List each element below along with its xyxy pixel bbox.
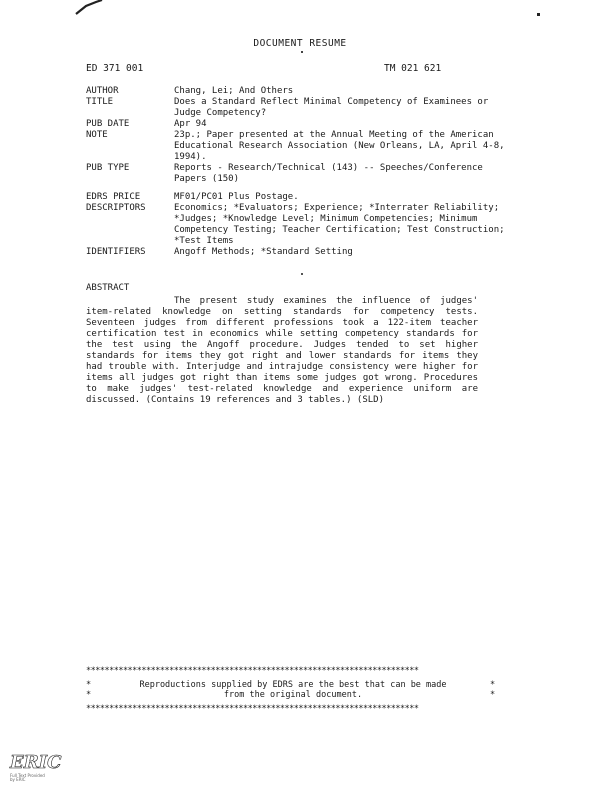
field-value: Economics; *Evaluators; Experience; *Interrater Reliability; *Judges; *Knowledge Level; Minimum Competencies; Minimum Competency Testing; Teacher Certification; Test Construction; *Test Items: [174, 203, 505, 246]
notice-body: [86, 676, 500, 704]
field-value: 23p.; Paper presented at the Annual Meeting of the American Educational Research Association (New Orleans, LA, April 4-8, 1994).: [174, 130, 505, 162]
field-label: AUTHOR: [86, 86, 119, 96]
field-value: Apr 94: [174, 119, 207, 129]
scan-dot-mid: [300, 50, 306, 56]
reproduction-notice: [86, 666, 500, 714]
field-author: [86, 86, 506, 97]
field-label: PUB DATE: [86, 119, 130, 129]
field-value: Angoff Methods; *Standard Setting: [174, 247, 353, 257]
notice-text: [96, 680, 490, 700]
field-identifiers: [86, 247, 506, 258]
field-value: MF01/PC01 Plus Postage.: [174, 192, 299, 202]
scan-mark-top-left: [74, 0, 104, 16]
field-label: PUB TYPE: [86, 163, 130, 173]
abstract-label: ABSTRACT: [86, 283, 130, 293]
notice-line-2: from the original document.: [223, 690, 363, 700]
notice-line-1: Reproductions supplied by EDRS are the best that can be made: [139, 680, 447, 690]
document-title: DOCUMENT RESUME: [253, 38, 347, 49]
field-note: [86, 130, 506, 163]
field-label: DESCRIPTORS: [86, 203, 146, 213]
notice-left-stars: [86, 680, 96, 700]
star-border-top: ************************************************************************: [86, 666, 419, 676]
tm-number: TM 021 621: [384, 63, 442, 74]
field-label: IDENTIFIERS: [86, 247, 146, 257]
field-edrs-price: [86, 192, 506, 203]
field-pub-type: [86, 163, 506, 185]
scan-dot-lower: [300, 272, 306, 278]
field-pub-date: [86, 119, 506, 130]
abstract-text: The present study examines the influence of judges' item-related knowledge on setting standards for competency tests. Seventeen judges from different professions took a 122-item teacher certification test in economics while setting competency standards for the test using the Angoff procedure. Judges tended to set higher standards for items they got right and lower standards for items they had trouble with. Interjudge and intrajudge consistency were higher for items all judges got right than items some judges got wrong. Procedures to make judges' test-related knowledge and experience uniform are discussed. (Contains 19 references and 3 tables.) (SLD): [86, 296, 478, 405]
field-value: Reports - Research/Technical (143) -- Speeches/Conference Papers (150): [174, 163, 483, 184]
notice-right-stars: [490, 680, 500, 700]
eric-logo: ERIC: [10, 752, 62, 773]
edge-star: *: [86, 690, 92, 700]
field-value: Does a Standard Reflect Minimal Competency of Examinees or Judge Competency?: [174, 97, 489, 118]
eric-logo-tagline: Full Text Provided by ERIC: [10, 773, 45, 782]
star-border-bottom: ************************************************************************: [86, 704, 419, 714]
field-value: Chang, Lei; And Others: [174, 86, 294, 96]
edge-star: *: [490, 690, 496, 700]
field-label: EDRS PRICE: [86, 192, 141, 202]
edge-star: *: [490, 680, 496, 690]
bibliographic-fields: [86, 86, 506, 258]
field-descriptors: [86, 203, 506, 247]
edge-star: *: [86, 680, 92, 690]
scan-dot-top-right: [536, 12, 542, 18]
field-title: [86, 97, 506, 119]
field-label: TITLE: [86, 97, 114, 107]
field-label: NOTE: [86, 130, 108, 140]
ed-number: ED 371 001: [86, 63, 144, 74]
